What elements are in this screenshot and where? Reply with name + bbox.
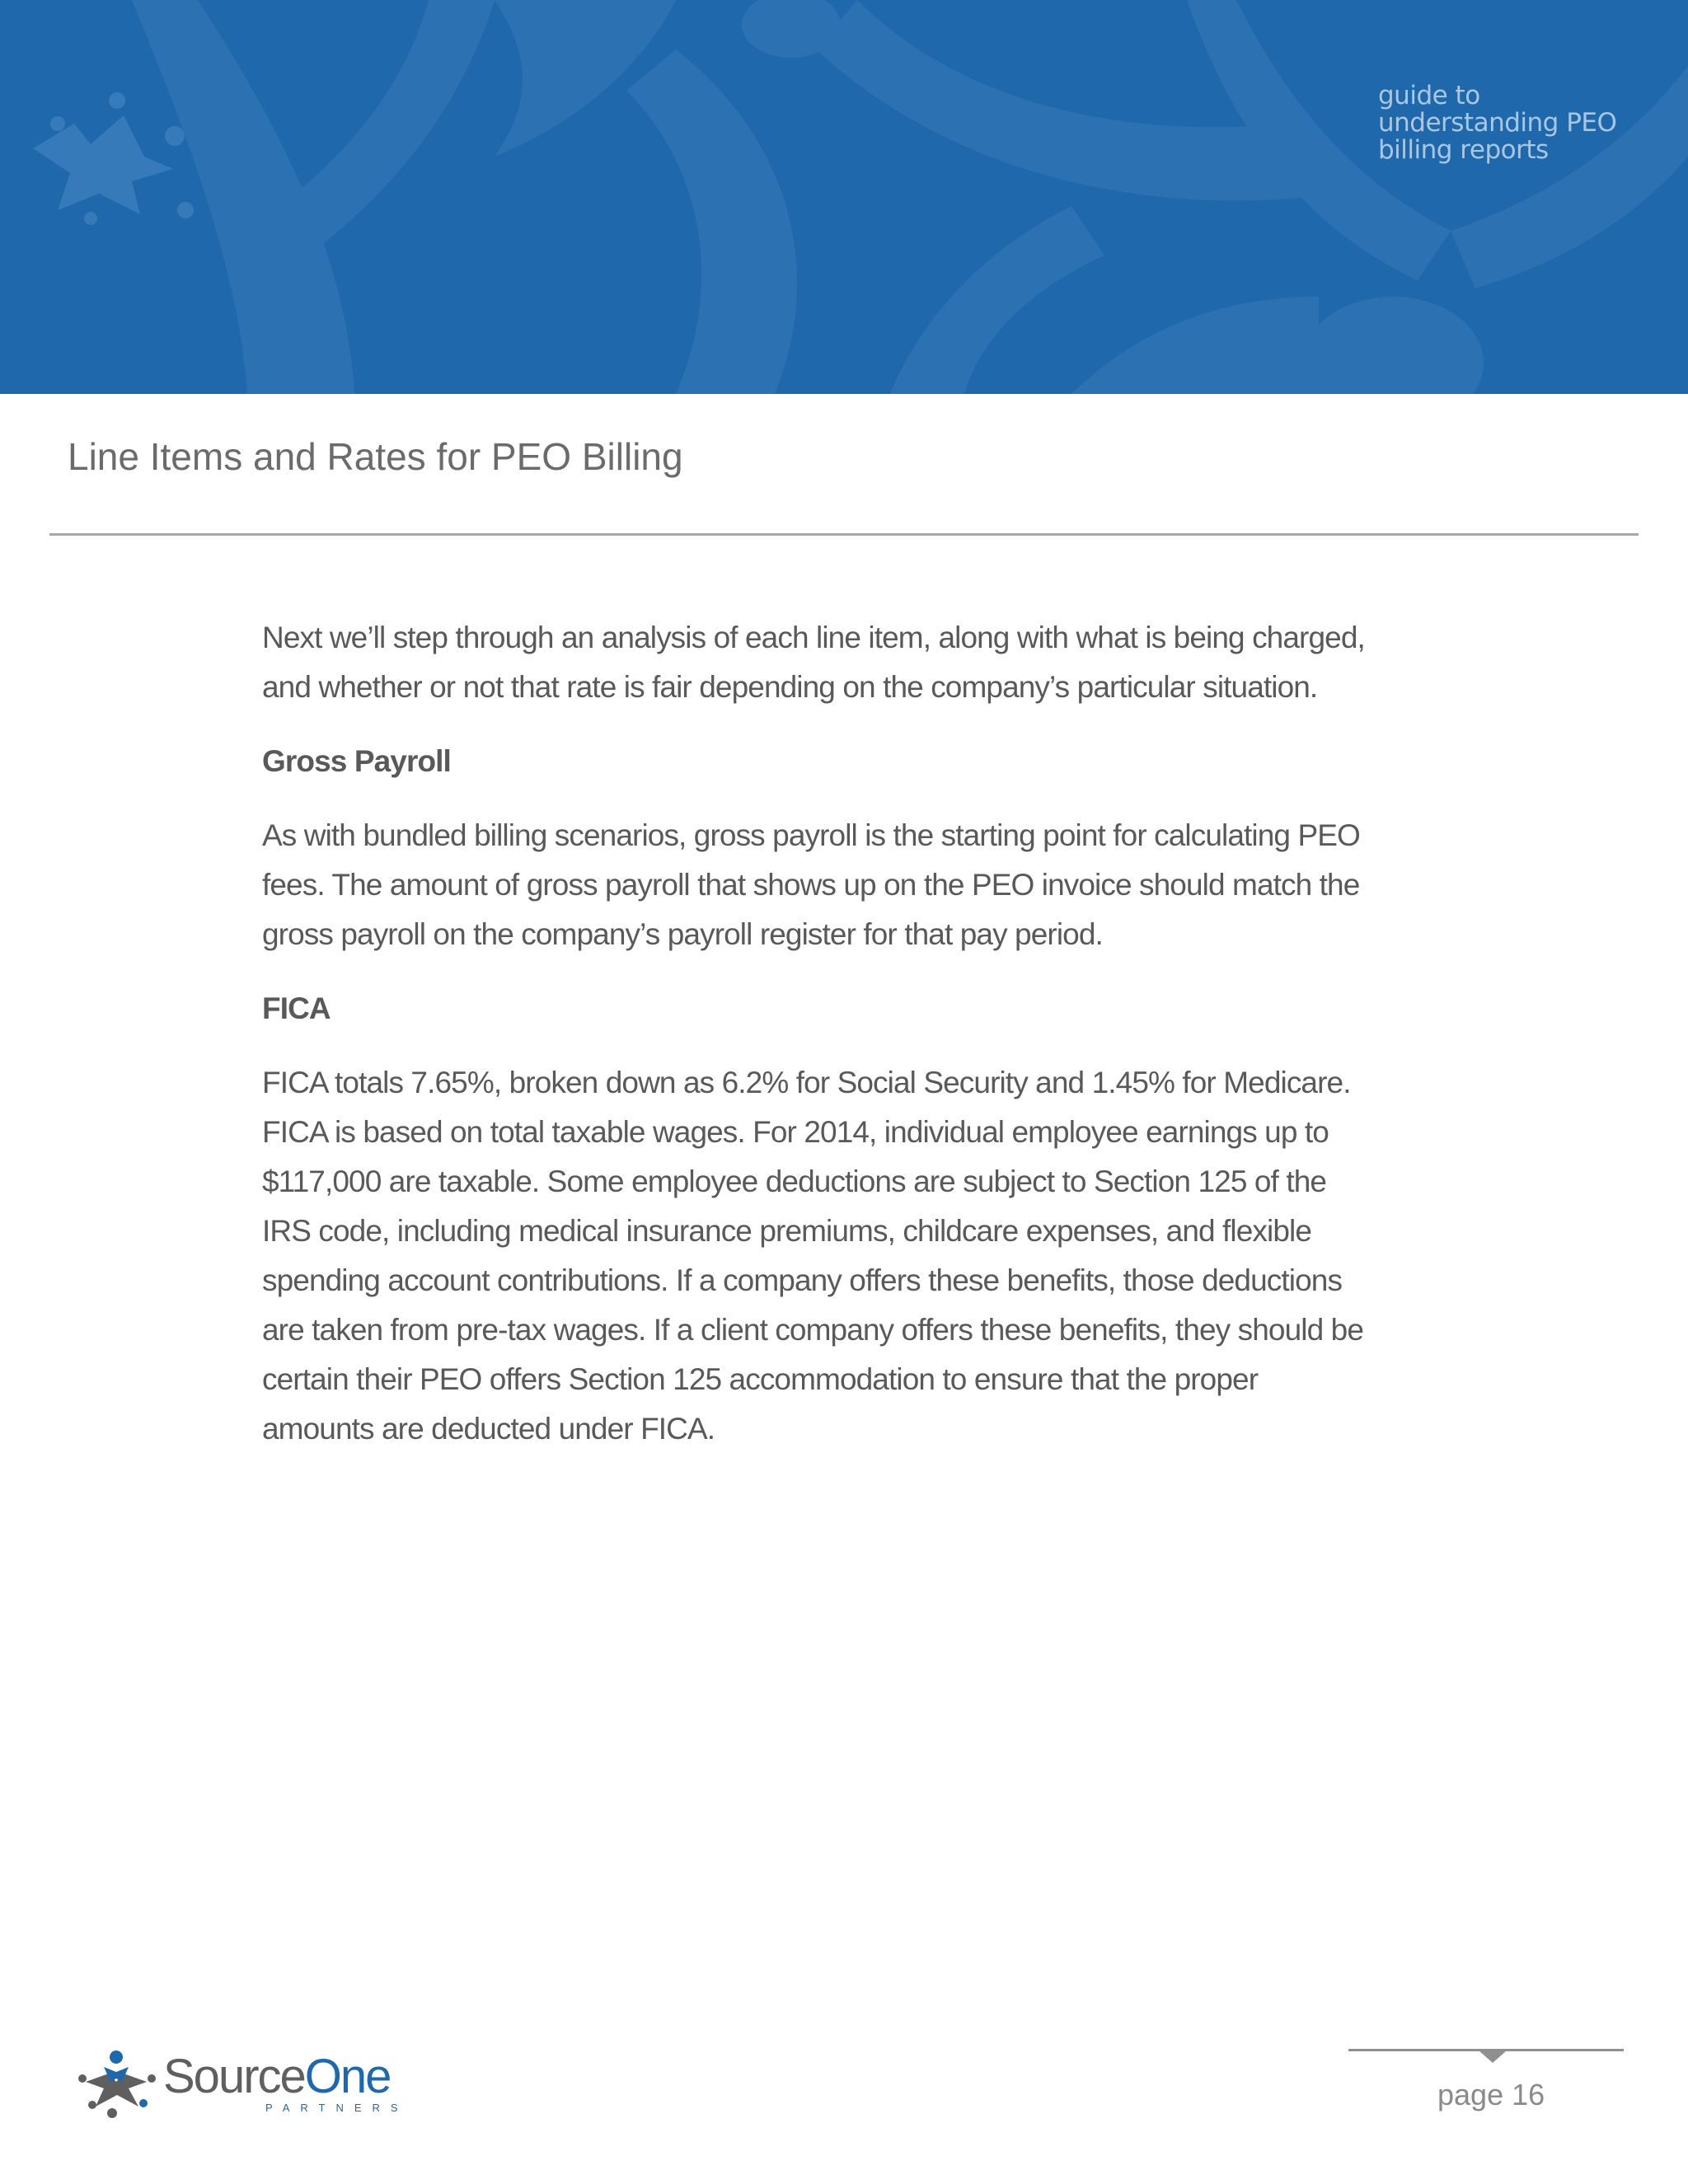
fica-heading: FICA xyxy=(262,991,331,1025)
sourceone-logo xyxy=(71,2046,417,2120)
decorative-pattern xyxy=(0,0,1688,394)
gross-payroll-heading: Gross Payroll xyxy=(262,744,451,778)
gross-payroll-paragraph: As with bundled billing scenarios, gross payroll is the starting point for calculating PEO fees. The amount of gross payroll that shows up on the PEO invoice should match the gross payroll on the company’s payroll register for that pay period. xyxy=(262,818,1360,951)
guide-title-line-1: guide to xyxy=(1378,81,1480,110)
logo-wordmark xyxy=(163,2049,390,2104)
guide-title-line-3: billing reports xyxy=(1378,135,1549,165)
people-star-logo-icon xyxy=(71,2046,162,2120)
page-number: page 16 xyxy=(1437,2078,1545,2111)
intro-paragraph: Next we’ll step through an analysis of each line item, along with what is being charged, and whether or not that rate is fair depending on the company’s particular situation. xyxy=(262,621,1365,704)
logo-partners: PARTNERS xyxy=(265,2102,409,2114)
footer-pointer-icon xyxy=(1479,2050,1507,2063)
section-title: Line Items and Rates for PEO Billing xyxy=(68,435,683,478)
guide-title xyxy=(1378,82,1658,164)
guide-title-line-2: understanding PEO xyxy=(1378,108,1617,138)
fica-paragraph: FICA totals 7.65%, broken down as 6.2% for Social Security and 1.45% for Medicare. FICA is based on total taxable wages. For 2014, individual employee earnings up to $117,000 are taxable. Some employee deductions are subject to Section 125 of the IRS code, including medical insurance premiums, childcare expenses, and flexible spending account contributions. If a company offers these benefits, those deductions are taken from pre-tax wages. If a client company offers these benefits, they should be certain their PEO offers Section 125 accommodation to ensure that the proper amounts are deducted under FICA. xyxy=(262,1066,1364,1446)
logo-source: Source xyxy=(163,2050,305,2103)
body-content xyxy=(262,613,1367,1454)
section-divider xyxy=(49,533,1639,536)
logo-one: One xyxy=(304,2050,391,2103)
header-banner xyxy=(0,0,1688,394)
